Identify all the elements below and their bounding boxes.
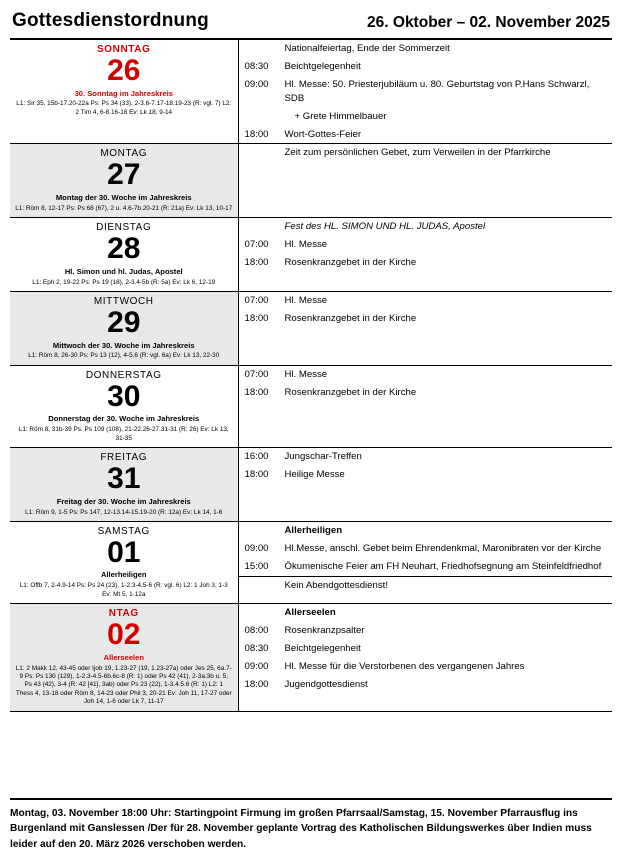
events-cell <box>238 40 612 144</box>
table-row <box>10 604 612 712</box>
event-row <box>239 540 613 558</box>
page-header <box>10 8 612 40</box>
day-cell <box>10 218 238 292</box>
event-description: Beichtgelegenheit <box>284 60 361 72</box>
event-row <box>239 466 613 484</box>
event-row <box>239 558 613 576</box>
event-time: 08:00 <box>244 625 269 637</box>
event-row <box>239 310 613 328</box>
event-description: Allerheiligen <box>284 524 343 536</box>
events-cell <box>238 604 612 712</box>
event-row <box>239 126 613 144</box>
event-time: 16:00 <box>244 451 269 463</box>
event-row <box>239 292 613 310</box>
feast-name: Freitag der 30. Woche im Jahreskreis <box>56 496 191 506</box>
day-cell <box>10 365 238 447</box>
event-description: Nationalfeiertag, Ende der Sommerzeit <box>284 43 450 54</box>
day-of-week: MITTWOCH <box>93 296 154 308</box>
day-of-week: FREITAG <box>100 452 148 464</box>
event-description: Wort-Gottes-Feier <box>284 128 362 140</box>
day-number: 28 <box>107 232 141 266</box>
event-description: Rosenkranzgebet in der Kirche <box>284 312 417 324</box>
event-description: Rosenkranzgebet in der Kirche <box>284 386 417 398</box>
event-description: Hl. Messe für die Verstorbenen des vergangenen Jahres <box>284 660 525 672</box>
event-description: Hl. Messe <box>284 368 328 380</box>
day-number: 02 <box>107 618 141 652</box>
event-time: 18:00 <box>244 312 269 324</box>
event-row <box>239 236 613 254</box>
day-cell <box>10 448 238 522</box>
scripture-readings: L1: Eph 2, 19-22 Ps: Ps 19 (18), 2-3.4-5b (R: 5a) Ev: Lk 6, 12-19 <box>32 278 216 286</box>
event-time: 09:00 <box>244 542 269 554</box>
feast-name: 30. Sonntag im Jahreskreis <box>74 88 173 98</box>
day-cell <box>10 292 238 366</box>
event-time: 09:00 <box>244 660 269 672</box>
day-cell <box>10 604 238 712</box>
event-row <box>239 604 613 622</box>
day-number: 29 <box>107 306 141 340</box>
event-row <box>239 218 613 236</box>
event-row <box>239 76 613 108</box>
event-description: Hl. Messe <box>284 295 328 307</box>
event-description: + Grete Himmelbauer <box>294 110 387 122</box>
event-row <box>239 108 613 126</box>
footer-note: Montag, 03. November 18:00 Uhr: Startingpoint Firmung im großen Pfarrsaal/Samstag, 15. November Pfarrausflug ins Burgenland mit Ganslessen /Der für 28. November geplante Vortrag des Katholischen Bildungswerkes über Indien muss leider auf den 20. März 2026 verschoben werden. <box>10 798 612 852</box>
event-description: Hl. Messe: 50. Priesterjubiläum u. 80. Geburtstag von P.Hans Schwarzl, SDB <box>284 78 590 104</box>
event-time: 18:00 <box>244 386 269 398</box>
event-row <box>239 366 613 384</box>
event-row <box>239 448 613 466</box>
feast-name: Montag der 30. Woche im Jahreskreis <box>55 192 192 202</box>
day-number: 01 <box>107 535 141 569</box>
feast-name: Mittwoch der 30. Woche im Jahreskreis <box>52 340 195 350</box>
day-cell <box>10 521 238 603</box>
event-row <box>239 640 613 658</box>
events-cell <box>238 218 612 292</box>
day-of-week: MONTAG <box>100 148 148 160</box>
scripture-readings: L1: Röm 8, 31b-39 Ps: Ps 109 (108), 21-22.26-27.31-31 (R: 26) Ev: Lk 13, 31-35 <box>18 426 229 442</box>
scripture-readings: L1: Röm 8, 26-30 Ps: Ps 13 (12), 4-5.6 (R: vgl. 6a) Ev: Lk 13, 22-30 <box>28 352 220 360</box>
day-of-week: DIENSTAG <box>96 222 152 234</box>
scripture-readings: L1: Offb 7, 2-4.9-14 Ps: Ps 24 (23), 1-2.3-4.5-6 (R: vgl. 6) L2: 1 Joh 3, 1-3 Ev: Mt 5, 1-12a <box>19 582 228 598</box>
day-of-week: SAMSTAG <box>97 525 150 537</box>
day-number: 26 <box>107 54 141 87</box>
scripture-readings: L1: Röm 8, 12-17 Ps: Ps 68 (67), 2 u. 4.6-7b.20-21 (R: 21a) Ev: Lk 13, 10-17 <box>15 204 233 212</box>
feast-name: Hl. Simon und hl. Judas, Apostel <box>64 266 183 276</box>
events-cell <box>238 144 612 218</box>
scripture-readings: L1: 2 Makk 12, 43-45 oder Ijob 19, 1.23-27 (19, 1.23-27a) oder Jes 25, 6a.7-9 Ps: Ps 130 (129), 1-2.3-4.5-6b.6c-8 (R: 1) oder Ps 42 (41), 2-3a.3b u. 5; Ps 43 (42), 3-4 (R: 42 [41], 3ab) oder Ps 23 (22), 1-3.4.5.6 (R: 1) L2: 1 Thess 4, 13-18 oder Röm 8, 14-23 oder Phil 3, 20-21 Ev: Joh 11, 17-27 oder Joh 14, 1-6 oder Lk 7, 11-17 <box>15 664 232 706</box>
event-time: 08:30 <box>244 643 269 655</box>
event-description: Jungschar-Treffen <box>284 451 362 463</box>
day-cell <box>10 40 238 144</box>
event-description: Rosenkranzpsalter <box>284 625 365 637</box>
event-description: Kein Abendgottesdienst! <box>284 579 388 591</box>
event-description: Rosenkranzgebet in der Kirche <box>284 257 417 269</box>
feast-name: Allerheiligen <box>100 570 147 580</box>
event-description: Hl.Messe, anschl. Gebet beim Ehrendenkmal, Maronibraten vor der Kirche <box>284 542 602 554</box>
table-row <box>10 144 612 218</box>
event-time: 08:30 <box>244 60 269 72</box>
day-cell <box>10 144 238 218</box>
event-row <box>239 658 613 676</box>
feast-name: Allerseelen <box>103 652 145 662</box>
event-row <box>239 40 613 58</box>
event-time: 18:00 <box>244 469 269 481</box>
event-description: Hl. Messe <box>284 239 328 251</box>
event-description: Allerseelen <box>284 607 336 619</box>
table-row <box>10 40 612 144</box>
scripture-readings: L1: Sir 35, 15b-17.20-22a Ps: Ps 34 (33), 2-3.6-7.17-18.19-23 (R: vgl. 7) L2: 2 Tim 4, 6-8.16-18 Ev: Lk 18, 9-14 <box>16 100 232 116</box>
event-description: Fest des HL. SIMON UND HL. JUDAS, Apostel <box>284 221 486 233</box>
table-row <box>10 521 612 603</box>
event-description: Jugendgottesdienst <box>284 678 368 690</box>
day-of-week: SONNTAG <box>97 44 151 55</box>
table-row <box>10 448 612 522</box>
event-time: 07:00 <box>244 295 269 307</box>
event-time: 18:00 <box>244 257 269 269</box>
event-time: 18:00 <box>244 128 269 140</box>
table-row <box>10 218 612 292</box>
table-row <box>10 365 612 447</box>
event-description: Beichtgelegenheit <box>284 643 361 655</box>
event-row <box>239 58 613 76</box>
events-cell <box>238 521 612 603</box>
day-number: 31 <box>107 462 141 496</box>
event-description: Heilige Messe <box>284 469 345 481</box>
schedule-body <box>10 40 612 711</box>
event-row <box>239 254 613 272</box>
event-time: 07:00 <box>244 239 269 251</box>
table-row <box>10 292 612 366</box>
event-row <box>239 676 613 694</box>
event-time: 09:00 <box>244 78 269 90</box>
event-time: 18:00 <box>244 678 269 690</box>
event-row <box>239 622 613 640</box>
event-time: 07:00 <box>244 368 269 380</box>
day-number: 30 <box>107 379 141 413</box>
page-title: Gottesdienstordnung <box>12 10 209 31</box>
event-row <box>239 522 613 540</box>
event-row <box>239 144 613 162</box>
date-range: 26. Oktober – 02. November 2025 <box>367 14 610 31</box>
events-cell <box>238 448 612 522</box>
scripture-readings: L1: Röm 9, 1-5 Ps: Ps 147, 12-13.14-15.19-20 (R: 12a) Ev: Lk 14, 1-6 <box>25 508 223 516</box>
events-cell <box>238 365 612 447</box>
event-row <box>239 384 613 402</box>
event-description: Ökumenische Feier am FH Neuhart, Friedhofsegnung am Steinfeldfriedhof <box>284 560 602 572</box>
event-row <box>239 576 613 595</box>
feast-name: Donnerstag der 30. Woche im Jahreskreis <box>48 414 200 424</box>
day-of-week: DONNERSTAG <box>85 369 162 381</box>
day-of-week: NTAG <box>108 608 139 620</box>
event-description: Zeit zum persönlichen Gebet, zum Verweilen in der Pfarrkirche <box>284 147 551 159</box>
event-time: 15:00 <box>244 560 269 572</box>
schedule-table <box>10 40 612 712</box>
day-number: 27 <box>107 158 141 192</box>
events-cell <box>238 292 612 366</box>
